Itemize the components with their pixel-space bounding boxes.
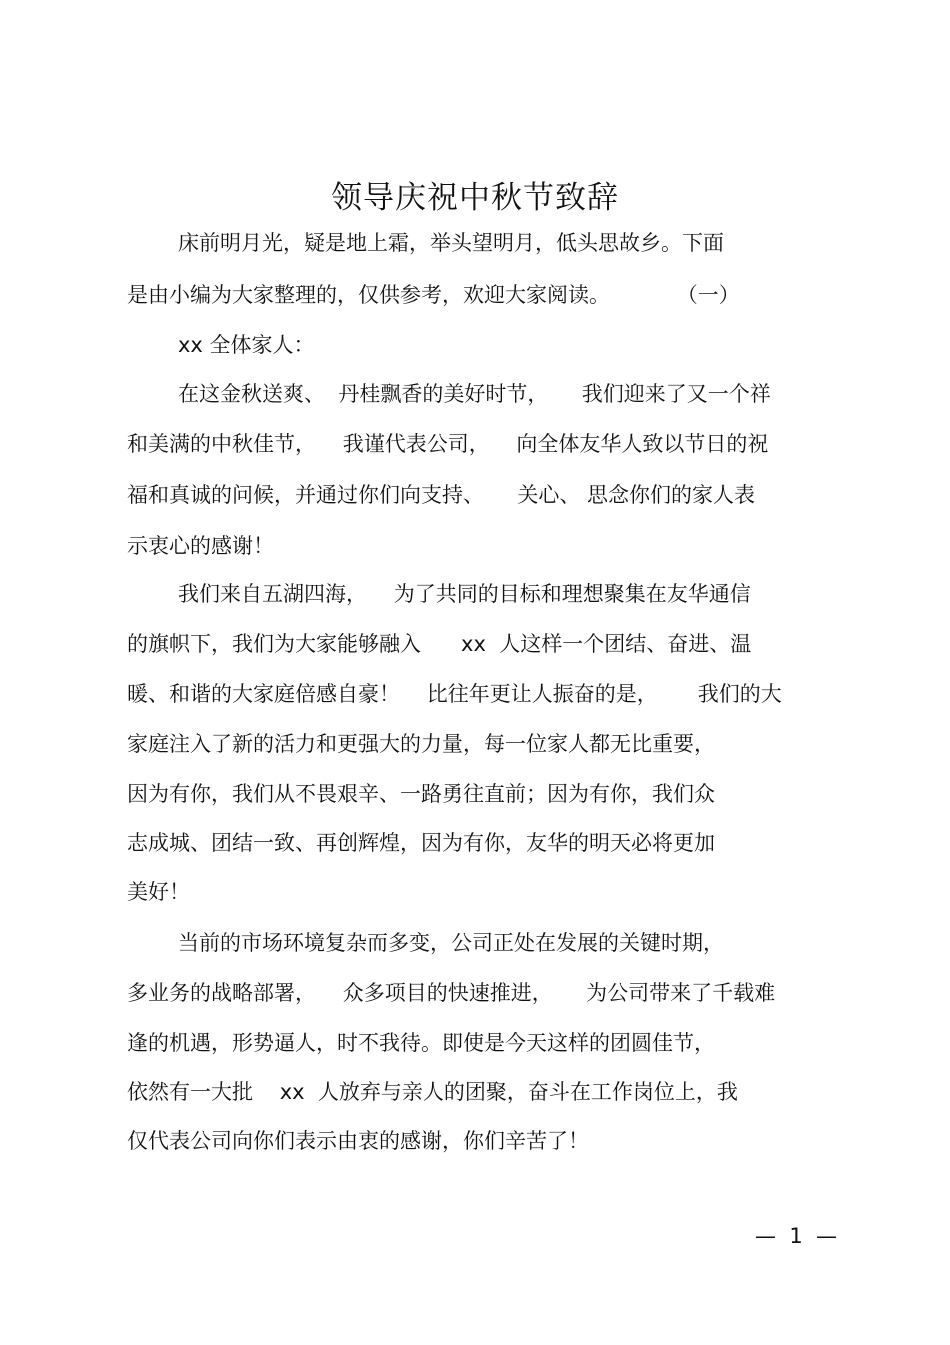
page-number: — 1 —	[755, 1224, 838, 1248]
paragraph-line: 多业务的战略部署， 众多项目的快速推进， 为公司带来了千载难	[127, 981, 776, 1005]
paragraph-line: 家庭注入了新的活力和更强大的力量，每一位家人都无比重要，	[127, 732, 715, 756]
paragraph-line: 逢的机遇，形势逼人，时不我待。即使是今天这样的团圆佳节，	[127, 1031, 715, 1055]
paragraph-line: 仅代表公司向你们表示由衷的感谢，你们辛苦了！	[127, 1129, 589, 1153]
paragraph-line: 因为有你，我们从不畏艰辛、一路勇往直前；因为有你，我们众	[127, 782, 715, 806]
paragraph-line: 在这金秋送爽、 丹桂飘香的美好时节， 我们迎来了又一个祥	[178, 382, 771, 406]
paragraph-line: 当前的市场环境复杂而多变，公司正处在发展的关键时期，	[178, 931, 724, 955]
paragraph-line: 志成城、团结一致、再创辉煌，因为有你，友华的明天必将更加	[127, 831, 715, 855]
paragraph-line: 是由小编为大家整理的，仅供参考，欢迎大家阅读。 （一）	[127, 283, 740, 307]
salutation-line: xx 全体家人：	[178, 333, 315, 357]
paragraph-line: 的旗帜下，我们为大家能够融入 xx 人这样一个团结、奋进、温	[127, 632, 752, 656]
paragraph-line: 床前明月光，疑是地上霜，举头望明月，低头思故乡。下面	[178, 231, 724, 255]
paragraph-line: 暖、和谐的大家庭倍感自豪！ 比往年更让人振奋的是， 我们的大	[127, 682, 782, 706]
document-title: 领导庆祝中秋节致辞	[331, 180, 619, 216]
paragraph-line: 和美满的中秋佳节， 我谨代表公司， 向全体友华人致以节日的祝	[127, 432, 769, 456]
paragraph-line: 美好！	[127, 880, 190, 904]
paragraph-line: 我们来自五湖四海， 为了共同的目标和理想聚集在友华通信	[178, 582, 751, 606]
paragraph-line: 示衷心的感谢！	[127, 534, 274, 558]
paragraph-line: 福和真诚的问候，并通过你们向支持、 关心、 思念你们的家人表	[127, 483, 756, 507]
paragraph-line: 依然有一大批 xx 人放弃与亲人的团聚，奋斗在工作岗位上，我	[127, 1080, 738, 1104]
